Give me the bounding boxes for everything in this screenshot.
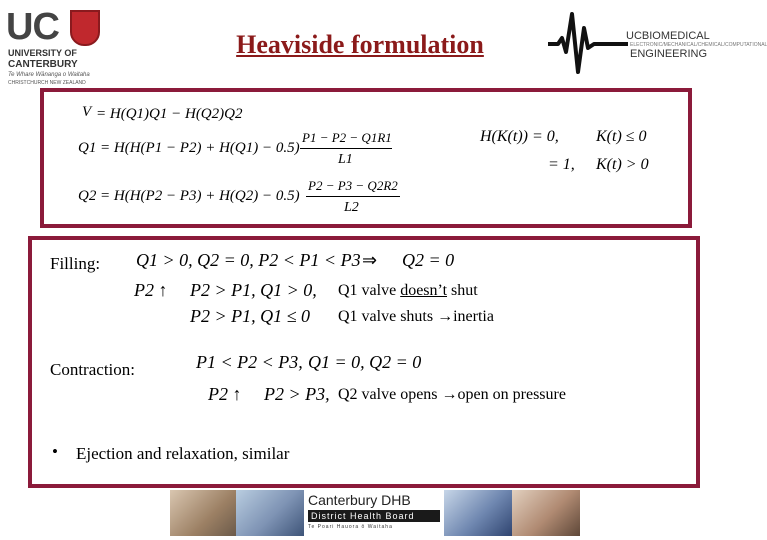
heaviside-def-one: = 1, <box>548 156 575 173</box>
contraction-line2-condition: P2 > P3, <box>264 384 330 404</box>
family-photo-image <box>512 490 580 536</box>
filling-line2-condition: P2 > P1, Q1 > 0, <box>190 280 317 300</box>
filling-line2-text-pre: Q1 valve <box>338 282 401 299</box>
filling-line2-text-post: shut <box>447 282 478 299</box>
dhb-logo-line2: District Health Board <box>308 510 440 522</box>
contraction-line2-text-post: open on pressure <box>457 386 566 403</box>
contraction-p2-rising: P2 ↑ <box>208 384 242 404</box>
eq2-lhs: Q1 <box>78 140 97 156</box>
uc-logo-line3: Te Whare Wānanga o Waitaha <box>8 72 90 78</box>
heaviside-def-zero: H(K(t)) = 0, <box>480 128 559 145</box>
bullet-text: Ejection and relaxation, similar <box>76 444 290 463</box>
uc-logo-line1: UNIVERSITY OF <box>8 48 77 58</box>
eq3-denominator: L2 <box>344 200 359 215</box>
eq3-rhs: = H(H(P2 − P3) + H(Q2) − 0.5) <box>100 188 300 204</box>
bme-logo-line1: UCBIOMEDICAL <box>626 30 710 42</box>
eq3-lhs: Q2 <box>78 188 97 204</box>
filling-line3-text <box>338 308 494 326</box>
equations-panel <box>40 88 692 228</box>
eq2-fraction-bar <box>300 148 392 149</box>
uc-logo-letters: UC <box>6 6 59 48</box>
eq2-denominator: L1 <box>338 152 353 167</box>
bme-logo <box>548 8 767 78</box>
filling-line3-text-post: inertia <box>453 308 494 325</box>
contraction-condition: P1 < P2 < P3, <box>196 352 303 372</box>
filling-condition: Q1 > 0, Q2 = 0, P2 < P1 < P3 <box>136 250 361 270</box>
contraction-result: Q1 = 0, Q2 = 0 <box>308 352 422 372</box>
eq3-numerator: P2 − P3 − Q2R2 <box>308 178 398 193</box>
eq1-rhs: = H(Q1)Q1 − H(Q2)Q2 <box>96 106 243 122</box>
filling-label: Filling: <box>50 254 101 273</box>
patient-photo-image <box>170 490 236 536</box>
contraction-line2-text <box>338 386 566 404</box>
dhb-logo-line3: Te Poari Hauora ō Waitaha <box>308 524 393 530</box>
slide-title: Heaviside formulation <box>236 30 484 59</box>
eq1-lhs: V <box>82 104 92 120</box>
clinic-photo-image <box>236 490 304 536</box>
bme-logo-line3: ENGINEERING <box>630 48 708 60</box>
filling-p2-rising: P2 ↑ <box>134 280 168 300</box>
dhb-logo-line1: Canterbury DHB <box>308 492 411 508</box>
eq2-rhs: = H(H(P1 − P2) + H(Q1) − 0.5) <box>100 140 300 156</box>
ecg-waveform-icon <box>548 8 628 78</box>
contraction-line2-text-pre: Q2 valve opens <box>338 386 442 403</box>
eq3-fraction-bar <box>306 196 400 197</box>
filling-line3-text-pre: Q1 valve shuts <box>338 308 438 325</box>
heaviside-cond-one: K(t) > 0 <box>596 156 649 173</box>
filling-line2-text <box>338 282 478 300</box>
bullet-marker: • <box>52 442 58 461</box>
dhb-logo <box>304 490 444 536</box>
arrow-right-icon: → <box>437 308 454 325</box>
filling-line2-text-underlined: doesn’t <box>400 282 448 299</box>
filling-line3-condition: P2 > P1, Q1 ≤ 0 <box>190 306 311 326</box>
phases-panel <box>28 236 700 488</box>
footer-banner <box>170 490 580 536</box>
arrow-right-icon: → <box>441 386 458 403</box>
uc-logo-line2: CANTERBURY <box>8 59 78 70</box>
eq2-numerator: P1 − P2 − Q1R1 <box>302 130 392 145</box>
filling-result: Q2 = 0 <box>402 250 455 270</box>
uc-logo-line4: CHRISTCHURCH NEW ZEALAND <box>8 80 86 86</box>
filling-implies-symbol: ⇒ <box>362 250 378 270</box>
contraction-label: Contraction: <box>50 360 135 379</box>
bme-logo-line2: ELECTRONIC/MECHANICAL/CHEMICAL/COMPUTATIONAL <box>630 42 767 48</box>
staff-photo-image <box>444 490 512 536</box>
heaviside-cond-zero: K(t) ≤ 0 <box>596 128 647 145</box>
